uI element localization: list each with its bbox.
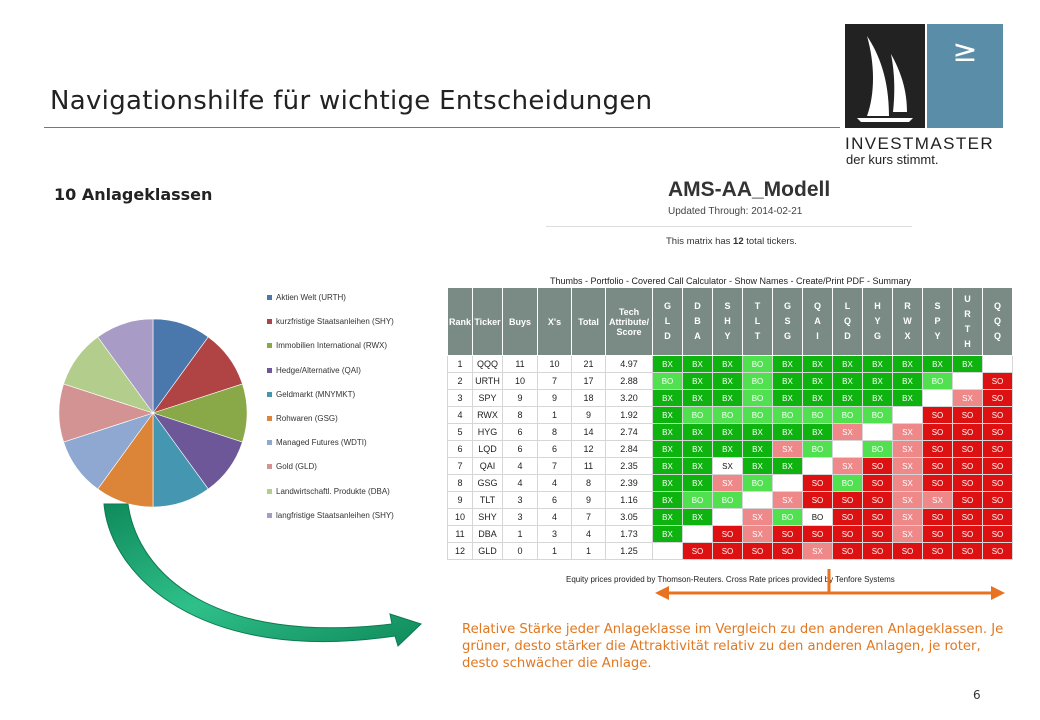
section-subtitle: 10 Anlageklassen — [54, 185, 213, 204]
matrix-cell: 18 — [572, 390, 606, 407]
matrix-signal-cell: BX — [743, 458, 773, 475]
matrix-signal-cell: SO — [953, 458, 983, 475]
matrix-signal-cell: BX — [773, 424, 803, 441]
matrix-column-header[interactable]: Tech Attribute/ Score — [606, 288, 653, 356]
matrix-signal-cell: BX — [893, 390, 923, 407]
matrix-ticker-header[interactable]: L Q D — [833, 288, 863, 356]
orange-double-arrow — [655, 569, 1005, 600]
matrix-signal-cell: BO — [743, 475, 773, 492]
matrix-signal-cell: BO — [743, 373, 773, 390]
matrix-signal-cell: BX — [683, 424, 713, 441]
matrix-cell: 4 — [448, 407, 473, 424]
matrix-signal-cell: BX — [923, 356, 953, 373]
matrix-signal-cell: BX — [713, 373, 743, 390]
matrix-cell: 6 — [538, 441, 572, 458]
matrix-signal-cell: SO — [773, 526, 803, 543]
matrix-signal-cell: SO — [983, 492, 1013, 509]
matrix-signal-cell: SO — [953, 407, 983, 424]
green-curved-arrow — [104, 504, 421, 646]
matrix-signal-cell: BX — [713, 441, 743, 458]
matrix-ticker-header[interactable]: S H Y — [713, 288, 743, 356]
matrix-signal-cell: SO — [713, 543, 743, 560]
matrix-signal-cell: BX — [683, 458, 713, 475]
matrix-cell: 6 — [448, 441, 473, 458]
matrix-signal-cell: SO — [983, 424, 1013, 441]
matrix-signal-cell: SO — [683, 543, 713, 560]
count-suffix: total tickers. — [743, 236, 797, 247]
matrix-cell: 2.84 — [606, 441, 653, 458]
matrix-menu-bar[interactable]: Thumbs - Portfolio - Covered Call Calculator - Show Names - Create/Print PDF - Summary — [549, 276, 912, 286]
matrix-signal-cell: SX — [893, 509, 923, 526]
matrix-cell: 5 — [448, 424, 473, 441]
matrix-signal-cell: SO — [983, 526, 1013, 543]
matrix-signal-cell: BO — [743, 390, 773, 407]
matrix-signal-cell: BO — [713, 407, 743, 424]
matrix-cell: 6 — [503, 424, 538, 441]
matrix-signal-cell: BX — [653, 441, 683, 458]
matrix-signal-cell: SX — [893, 492, 923, 509]
matrix-signal-cell: SO — [833, 526, 863, 543]
matrix-cell: 2.35 — [606, 458, 653, 475]
matrix-cell: 3.05 — [606, 509, 653, 526]
matrix-cell: 4 — [572, 526, 606, 543]
matrix-ticker-header[interactable]: R W X — [893, 288, 923, 356]
matrix-cell: 3 — [538, 526, 572, 543]
page-number: 6 — [973, 688, 981, 702]
matrix-ticker-header[interactable]: U R T H — [953, 288, 983, 356]
matrix-cell: 4.97 — [606, 356, 653, 373]
matrix-signal-cell: SO — [833, 509, 863, 526]
matrix-cell: 11 — [572, 458, 606, 475]
matrix-cell: 1 — [572, 543, 606, 560]
matrix-signal-cell: BX — [743, 424, 773, 441]
matrix-column-header[interactable]: Buys — [503, 288, 538, 356]
matrix-cell: 2.39 — [606, 475, 653, 492]
matrix-signal-cell: SO — [923, 475, 953, 492]
matrix-signal-cell: SX — [953, 390, 983, 407]
matrix-column-header[interactable]: Total — [572, 288, 606, 356]
matrix-cell: 0 — [503, 543, 538, 560]
matrix-signal-cell: SO — [803, 475, 833, 492]
count-prefix: This matrix has — [666, 236, 734, 247]
matrix-signal-cell: SO — [953, 509, 983, 526]
matrix-signal-cell: BX — [653, 390, 683, 407]
matrix-signal-cell: BX — [893, 373, 923, 390]
matrix-cell: 12 — [448, 543, 473, 560]
matrix-signal-cell: SO — [833, 543, 863, 560]
matrix-signal-cell: BX — [863, 356, 893, 373]
matrix-signal-cell: SO — [953, 441, 983, 458]
matrix-signal-cell: SO — [923, 441, 953, 458]
legend-label: Landwirtschaftl. Produkte (DBA) — [276, 486, 390, 496]
matrix-cell: 2.74 — [606, 424, 653, 441]
matrix-title: AMS-AA_Modell — [668, 178, 831, 201]
matrix-signal-cell: SO — [953, 424, 983, 441]
matrix-signal-cell: SO — [713, 526, 743, 543]
matrix-cell: 11 — [448, 526, 473, 543]
matrix-column-header[interactable]: Rank — [448, 288, 473, 356]
matrix-cell: 9 — [503, 390, 538, 407]
matrix-signal-cell: BX — [773, 390, 803, 407]
legend-label: Geldmarkt (MNYMKT) — [276, 389, 356, 399]
matrix-ticker-header[interactable]: H Y G — [863, 288, 893, 356]
matrix-signal-cell: BX — [683, 356, 713, 373]
matrix-cell: HYG — [473, 424, 503, 441]
matrix-cell: 8 — [538, 424, 572, 441]
matrix-signal-cell: SX — [773, 441, 803, 458]
matrix-signal-cell: SO — [953, 475, 983, 492]
matrix-signal-cell: SO — [923, 526, 953, 543]
legend-label: Gold (GLD) — [276, 462, 317, 472]
matrix-signal-cell: BX — [743, 441, 773, 458]
legend-label: langfristige Staatsanleihen (SHY) — [276, 510, 394, 520]
matrix-updated: Updated Through: 2014-02-21 — [668, 206, 803, 217]
matrix-signal-cell: SO — [803, 526, 833, 543]
matrix-signal-cell: SO — [983, 390, 1013, 407]
matrix-signal-cell: BX — [833, 390, 863, 407]
matrix-cell: 7 — [538, 373, 572, 390]
matrix-signal-cell: BO — [653, 373, 683, 390]
matrix-cell: 8 — [448, 475, 473, 492]
matrix-signal-cell: BX — [773, 373, 803, 390]
matrix-signal-cell: BO — [803, 407, 833, 424]
matrix-signal-cell: SX — [923, 492, 953, 509]
matrix-cell: 14 — [572, 424, 606, 441]
count-value: 12 — [733, 236, 744, 247]
matrix-signal-cell: BX — [653, 424, 683, 441]
matrix-cell: 1 — [448, 356, 473, 373]
matrix-cell: 7 — [448, 458, 473, 475]
matrix-signal-cell: SO — [983, 407, 1013, 424]
matrix-signal-cell: SX — [743, 509, 773, 526]
matrix-signal-cell: BX — [863, 390, 893, 407]
matrix-signal-cell: BO — [863, 407, 893, 424]
matrix-signal-cell: SX — [803, 543, 833, 560]
matrix-ticker-header[interactable]: S P Y — [923, 288, 953, 356]
matrix-signal-cell: BO — [833, 407, 863, 424]
matrix-signal-cell: BX — [803, 356, 833, 373]
matrix-signal-cell: BO — [683, 407, 713, 424]
matrix-cell: 4 — [538, 509, 572, 526]
matrix-signal-cell: SO — [923, 509, 953, 526]
matrix-signal-cell: BO — [773, 509, 803, 526]
matrix-ticker-header[interactable]: Q Q Q — [983, 288, 1013, 356]
matrix-signal-cell: SO — [983, 475, 1013, 492]
matrix-cell: 10 — [538, 356, 572, 373]
matrix-cell: SHY — [473, 509, 503, 526]
matrix-signal-cell: SO — [833, 492, 863, 509]
matrix-cell: 8 — [572, 475, 606, 492]
matrix-signal-cell: SX — [893, 424, 923, 441]
matrix-signal-cell: BO — [683, 492, 713, 509]
matrix-signal-cell: BO — [773, 407, 803, 424]
matrix-cell: URTH — [473, 373, 503, 390]
matrix-signal-cell: BX — [803, 424, 833, 441]
legend-label: Hedge/Alternative (QAI) — [276, 365, 361, 375]
matrix-cell: 9 — [572, 492, 606, 509]
matrix-cell: 3.20 — [606, 390, 653, 407]
matrix-cell: 7 — [572, 509, 606, 526]
matrix-signal-cell: SO — [863, 543, 893, 560]
matrix-cell: 9 — [538, 390, 572, 407]
matrix-signal-cell: SO — [923, 458, 953, 475]
logo-symbol: ≥ — [927, 24, 1003, 128]
matrix-cell: 1.16 — [606, 492, 653, 509]
matrix-signal-cell: BX — [683, 373, 713, 390]
matrix-signal-cell: BO — [833, 475, 863, 492]
matrix-cell: RWX — [473, 407, 503, 424]
matrix-signal-cell: BO — [743, 356, 773, 373]
matrix-signal-cell: SX — [893, 441, 923, 458]
matrix-cell: 1 — [538, 543, 572, 560]
matrix-signal-cell: BX — [653, 492, 683, 509]
matrix-signal-cell: BX — [893, 356, 923, 373]
matrix-signal-cell: SO — [863, 458, 893, 475]
matrix-signal-cell: SO — [863, 475, 893, 492]
page-title: Navigationshilfe für wichtige Entscheidungen — [50, 86, 653, 116]
matrix-cell: 21 — [572, 356, 606, 373]
matrix-signal-cell: BO — [713, 492, 743, 509]
logo-name: INVESTMASTER — [845, 134, 995, 153]
matrix-signal-cell: BX — [833, 356, 863, 373]
matrix-signal-cell: SX — [713, 458, 743, 475]
matrix-signal-cell: SO — [983, 458, 1013, 475]
matrix-signal-cell: SO — [923, 424, 953, 441]
matrix-signal-cell: SO — [923, 543, 953, 560]
matrix-signal-cell: SX — [713, 475, 743, 492]
matrix-signal-cell: BX — [683, 441, 713, 458]
matrix-signal-cell: BX — [653, 356, 683, 373]
matrix-signal-cell: BO — [863, 441, 893, 458]
legend-label: Immobilien International (RWX) — [276, 341, 388, 351]
matrix-signal-cell: BX — [653, 526, 683, 543]
matrix-cell: 3 — [503, 509, 538, 526]
matrix-cell: 9 — [448, 492, 473, 509]
matrix-cell: QQQ — [473, 356, 503, 373]
matrix-signal-cell: BX — [803, 390, 833, 407]
matrix-cell: 1.73 — [606, 526, 653, 543]
matrix-ticker-header[interactable]: G L D — [653, 288, 683, 356]
matrix-cell: 12 — [572, 441, 606, 458]
matrix-cell: 1 — [538, 407, 572, 424]
matrix-signal-cell: BO — [743, 407, 773, 424]
matrix-cell: 8 — [503, 407, 538, 424]
matrix-signal-cell: BX — [773, 458, 803, 475]
matrix-signal-cell: SO — [863, 509, 893, 526]
matrix-signal-cell: BO — [803, 441, 833, 458]
matrix-signal-cell: BX — [833, 373, 863, 390]
matrix-cell: TLT — [473, 492, 503, 509]
matrix-ticker-header[interactable]: G S G — [773, 288, 803, 356]
matrix-cell: 4 — [503, 458, 538, 475]
matrix-cell: 10 — [448, 509, 473, 526]
matrix-cell: 2 — [448, 373, 473, 390]
matrix-cell: 11 — [503, 356, 538, 373]
logo-tagline: der kurs stimmt. — [846, 152, 939, 167]
matrix-cell: 1.25 — [606, 543, 653, 560]
matrix-ticker-header[interactable]: T L T — [743, 288, 773, 356]
matrix-signal-cell: BX — [713, 356, 743, 373]
matrix-signal-cell: BX — [713, 424, 743, 441]
matrix-signal-cell: SX — [893, 458, 923, 475]
matrix-signal-cell: SO — [893, 543, 923, 560]
matrix-signal-cell: SX — [833, 458, 863, 475]
matrix-signal-cell: SO — [953, 526, 983, 543]
matrix-signal-cell: SX — [893, 475, 923, 492]
matrix-cell: DBA — [473, 526, 503, 543]
matrix-signal-cell: SO — [953, 543, 983, 560]
matrix-cell: 6 — [503, 441, 538, 458]
matrix-signal-cell: BX — [653, 475, 683, 492]
matrix-signal-cell: SX — [893, 526, 923, 543]
matrix-cell: SPY — [473, 390, 503, 407]
matrix-signal-cell: BX — [683, 509, 713, 526]
matrix-footer: Equity prices provided by Thomson-Reuters. Cross Rate prices provided by Tenfore Systems — [566, 575, 895, 584]
matrix-signal-cell: SO — [983, 509, 1013, 526]
matrix-cell: 1 — [503, 526, 538, 543]
matrix-cell: 17 — [572, 373, 606, 390]
matrix-cell: 4 — [503, 475, 538, 492]
matrix-ticker-header[interactable]: Q A I — [803, 288, 833, 356]
matrix-signal-cell: BX — [713, 390, 743, 407]
matrix-cell: 1.92 — [606, 407, 653, 424]
matrix-signal-cell: BX — [863, 373, 893, 390]
matrix-cell: GLD — [473, 543, 503, 560]
matrix-cell: 7 — [538, 458, 572, 475]
matrix-cell: 3 — [503, 492, 538, 509]
matrix-signal-cell: SO — [983, 441, 1013, 458]
matrix-signal-cell: SO — [923, 407, 953, 424]
matrix-signal-cell: SO — [983, 543, 1013, 560]
matrix-signal-cell: BO — [803, 509, 833, 526]
legend-label: kurzfristige Staatsanleihen (SHY) — [276, 317, 394, 327]
legend-label: Managed Futures (WDTI) — [276, 438, 367, 448]
matrix-signal-cell: BX — [773, 356, 803, 373]
matrix-cell: 9 — [572, 407, 606, 424]
matrix-column-header[interactable]: Ticker — [473, 288, 503, 356]
legend-label: Aktien Welt (URTH) — [276, 293, 346, 302]
matrix-signal-cell: BX — [653, 458, 683, 475]
matrix-signal-cell: BO — [923, 373, 953, 390]
matrix-signal-cell: BX — [803, 373, 833, 390]
matrix-signal-cell: SX — [773, 492, 803, 509]
matrix-cell: 4 — [538, 475, 572, 492]
description-text: Relative Stärke jeder Anlageklasse im Vergleich zu den anderen Anlageklassen. Je grüner, desto stärker die Attraktivität relativ zu den anderen Anlagen, je roter, desto schwächer die Anlage. — [462, 622, 1004, 671]
matrix-cell: 3 — [448, 390, 473, 407]
matrix-cell: 6 — [538, 492, 572, 509]
matrix-signal-cell: SO — [773, 543, 803, 560]
matrix-signal-cell: SO — [953, 492, 983, 509]
matrix-cell: LQD — [473, 441, 503, 458]
matrix-cell: QAI — [473, 458, 503, 475]
matrix-ticker-header[interactable]: D B A — [683, 288, 713, 356]
matrix-signal-cell: BX — [683, 475, 713, 492]
matrix-cell: GSG — [473, 475, 503, 492]
matrix-signal-cell: SX — [743, 526, 773, 543]
matrix-cell: 2.88 — [606, 373, 653, 390]
matrix-column-header[interactable]: X's — [538, 288, 572, 356]
matrix-signal-cell: BX — [683, 390, 713, 407]
matrix-signal-cell: BX — [953, 356, 983, 373]
matrix-signal-cell: BX — [653, 407, 683, 424]
matrix-signal-cell: SO — [863, 526, 893, 543]
matrix-signal-cell: SO — [803, 492, 833, 509]
legend-label: Rohwaren (GSG) — [276, 413, 338, 423]
matrix-cell: 10 — [503, 373, 538, 390]
matrix-signal-cell: SO — [743, 543, 773, 560]
matrix-signal-cell: SX — [833, 424, 863, 441]
matrix-signal-cell: SO — [983, 373, 1013, 390]
matrix-signal-cell: SO — [863, 492, 893, 509]
matrix-signal-cell: BX — [653, 509, 683, 526]
